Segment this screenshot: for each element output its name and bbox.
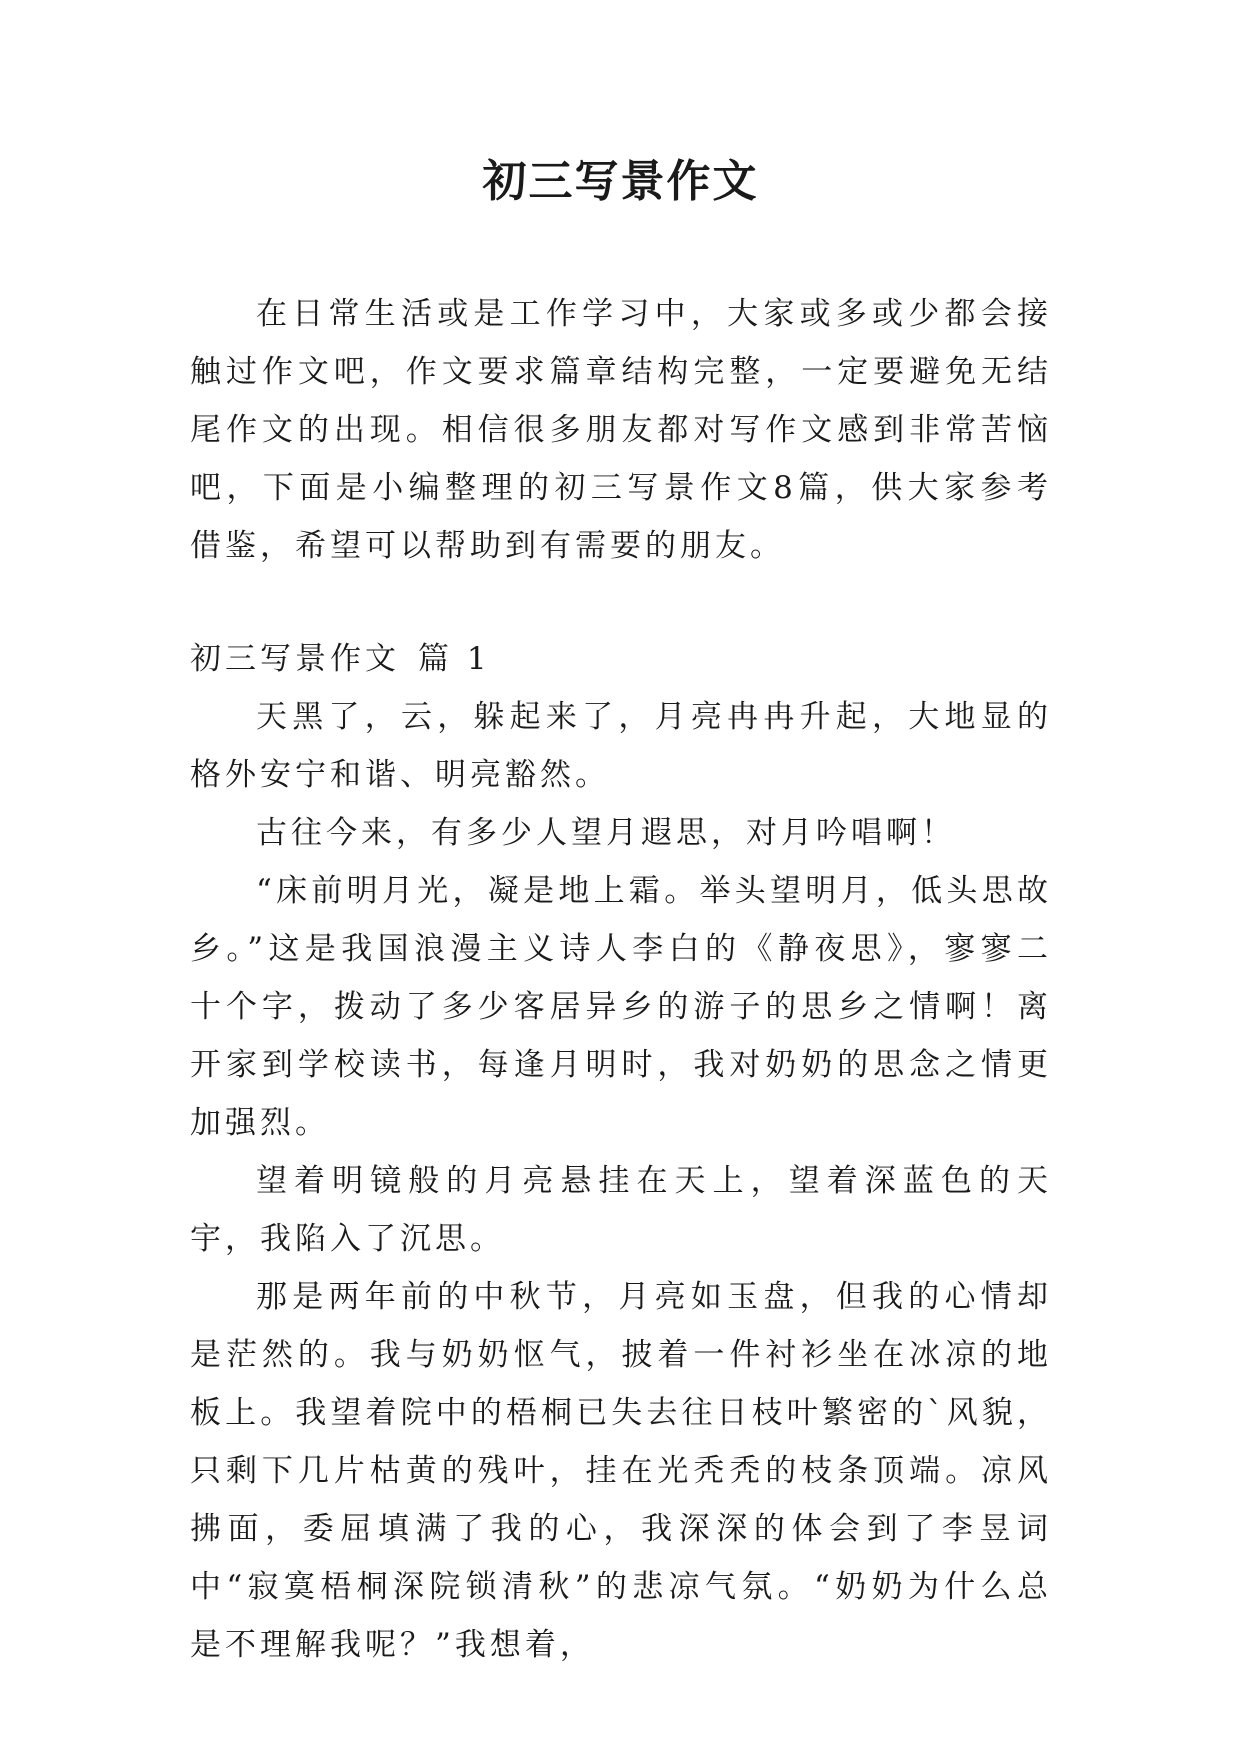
section-number: 篇 1 bbox=[418, 641, 491, 677]
body-paragraph: 天黑了，云，躲起来了，月亮冉冉升起，大地显的格外安宁和谐、明亮豁然。 bbox=[190, 699, 1052, 793]
body-paragraph: 那是两年前的中秋节，月亮如玉盘，但我的心情却是茫然的。我与奶奶怄气，披着一件衬衫坐在冰凉的地板上。我望着院中的梧桐已失去往日枝叶繁密的`风貌，只剩下几片枯黄的残叶，挂在光秃秃的枝条顶端。凉风拂面，委屈填满了我的心，我深深的体会到了李昱词中“寂寞梧桐深院锁清秋”的悲凉气氛。“奶奶为什么总是不理解我呢？”我想着， bbox=[190, 1279, 1052, 1663]
intro-paragraph: 在日常生活或是工作学习中，大家或多或少都会接触过作文吧，作文要求篇章结构完整，一定要避免无结尾作文的出现。相信很多朋友都对写作文感到非常苦恼吧，下面是小编整理的初三写景作文8篇，供大家参考借鉴，希望可以帮助到有需要的朋友。 bbox=[190, 296, 1052, 564]
section-heading-text: 初三写景作文 bbox=[190, 641, 400, 677]
body-paragraph: 望着明镜般的月亮悬挂在天上，望着深蓝色的天宇，我陷入了沉思。 bbox=[190, 1163, 1052, 1257]
body-paragraph: 古往今来，有多少人望月遐思，对月吟唱啊！ bbox=[256, 815, 956, 851]
document-title: 初三写景作文 bbox=[482, 156, 759, 207]
body-paragraph: “床前明月光，凝是地上霜。举头望明月，低头思故乡。”这是我国浪漫主义诗人李白的《静夜思》，寥寥二十个字，拨动了多少客居异乡的游子的思乡之情啊！离开家到学校读书，每逢月明时，我对奶奶的思念之情更加强烈。 bbox=[190, 873, 1052, 1141]
document-body bbox=[190, 285, 1052, 1674]
section-heading bbox=[190, 630, 1052, 688]
